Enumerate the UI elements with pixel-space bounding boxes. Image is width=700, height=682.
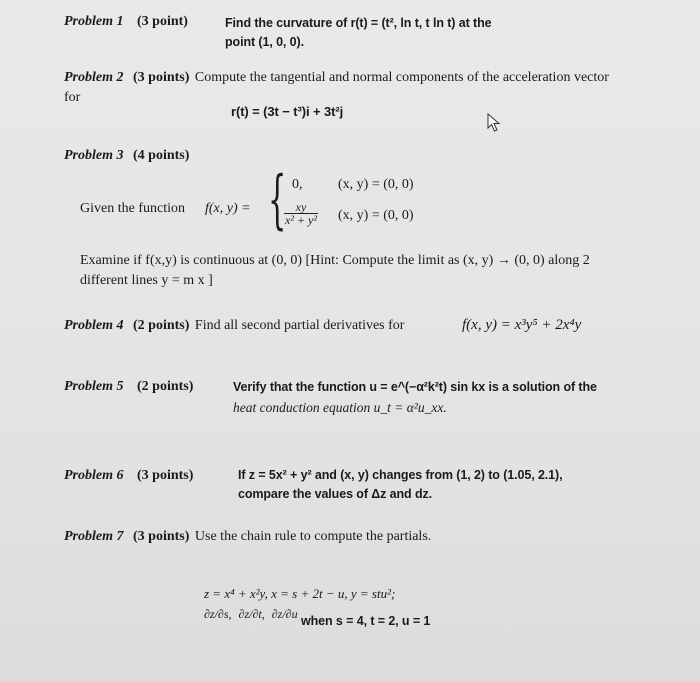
problem-2-points: (3 points)	[133, 70, 190, 85]
problem-2-label: Problem 2	[64, 70, 124, 85]
problem-3-function-name: f(x, y) =	[205, 201, 251, 216]
problem-6-points: (3 points)	[137, 468, 194, 483]
problem-7-partials: ∂z/∂s, ∂z/∂t, ∂z/∂u	[204, 607, 298, 621]
problem-5-heading	[64, 379, 193, 395]
problem-3-given: Given the function	[80, 201, 185, 216]
problem-3-points: (4 points)	[133, 148, 190, 163]
problem-3-fraction-numerator: xy	[284, 201, 318, 214]
problem-7-equations: z = x⁴ + x²y, x = s + 2t − u, y = stu²;	[204, 586, 396, 601]
problem-3-case-2-fraction	[284, 201, 318, 226]
problem-1-line-2: point (1, 0, 0).	[225, 35, 304, 49]
problem-4-heading	[64, 318, 404, 334]
problem-6-heading	[64, 468, 193, 484]
problem-6-line-1: If z = 5x² + y² and (x, y) changes from (1, 2) to (1.05, 2.1),	[238, 468, 563, 482]
problem-4-label: Problem 4	[64, 318, 124, 333]
mouse-pointer-arrow-icon	[487, 113, 503, 133]
problem-1-line-1: Find the curvature of r(t) = (t², ln t, t ln t) at the	[225, 16, 492, 30]
problem-3-examine-line-2: different lines y = m x ]	[80, 273, 213, 288]
problem-3-heading	[64, 148, 189, 164]
problem-4-formula: f(x, y) = x³y⁵ + 2x⁴y	[462, 317, 582, 333]
problem-6-line-2: compare the values of Δz and dz.	[238, 487, 433, 501]
problem-2-for: for	[64, 90, 81, 105]
problem-1-points: (3 point)	[137, 14, 188, 29]
problem-5-line-2: heat conduction equation u_t = α²u_xx.	[233, 400, 447, 415]
problem-5-points: (2 points)	[137, 379, 194, 394]
problem-1-label: Problem 1	[64, 14, 124, 29]
problem-7-text: Use the chain rule to compute the partials.	[194, 529, 432, 544]
problem-3-examine-line-1: Examine if f(x,y) is continuous at (0, 0) [Hint: Compute the limit as (x, y) → (0, 0) along 2	[80, 253, 590, 268]
piecewise-brace: {	[268, 163, 287, 237]
problem-2-heading	[64, 70, 609, 86]
problem-6-label: Problem 6	[64, 468, 124, 483]
problem-3-case-2-condition: (x, y) = (0, 0)	[338, 208, 414, 223]
problem-7-heading	[64, 529, 431, 545]
problem-5-line-1: Verify that the function u = e^(−α²k²t) sin kx is a solution of the	[233, 380, 597, 394]
problem-5-label: Problem 5	[64, 379, 124, 394]
problem-7-when: when s = 4, t = 2, u = 1	[301, 614, 431, 628]
problem-3-fraction-denominator: x² + y²	[285, 213, 317, 227]
problem-4-points: (2 points)	[133, 318, 190, 333]
problem-2-formula: r(t) = (3t − t³)i + 3t²j	[231, 104, 344, 119]
problem-7-points: (3 points)	[133, 529, 190, 544]
problem-7-label: Problem 7	[64, 529, 124, 544]
problem-3-case-1-condition: (x, y) = (0, 0)	[338, 177, 414, 192]
partial-z-t: ∂z/∂t	[238, 607, 262, 621]
problem-4-text: Find all second partial derivatives for	[194, 318, 405, 333]
problem-2-text: Compute the tangential and normal components of the acceleration vector	[194, 70, 609, 85]
problem-3-case-1-value: 0,	[292, 177, 303, 192]
partial-z-u: ∂z/∂u	[271, 607, 298, 621]
problem-1-heading	[64, 14, 188, 30]
partial-z-s: ∂z/∂s	[204, 607, 229, 621]
problem-3-label: Problem 3	[64, 148, 124, 163]
